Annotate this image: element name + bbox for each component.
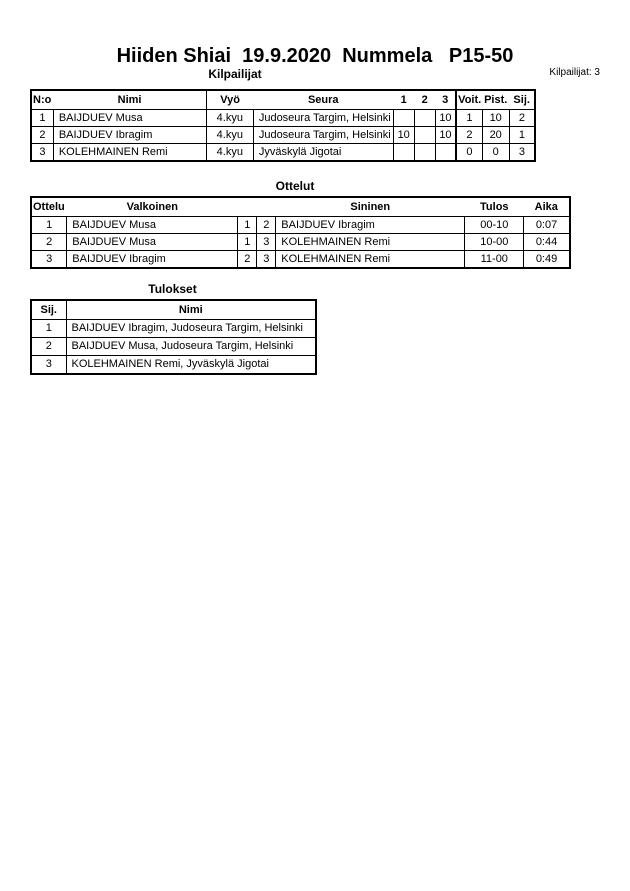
cell-pist: 20 [482, 127, 509, 144]
col-header-seura: Seura [253, 90, 393, 110]
col-header-aika: Aika [524, 197, 570, 217]
col-header-sij: Sij. [509, 90, 535, 110]
cell-sij: 1 [31, 320, 66, 338]
cell-tulos: 00-10 [465, 217, 524, 234]
competitor-count: Kilpailijat: 3 [549, 67, 600, 78]
table-row [31, 251, 570, 269]
cell-valkoinen: BAIJDUEV Musa [67, 217, 238, 234]
table-row [31, 217, 570, 234]
cell-aika: 0:07 [524, 217, 570, 234]
cell-vyo: 4.kyu [206, 127, 253, 144]
col-header-valkoinen: Valkoinen [67, 197, 238, 217]
cell-vyo: 4.kyu [206, 110, 253, 127]
cell-sij: 2 [31, 338, 66, 356]
col-header-1: 1 [393, 90, 414, 110]
col-header-2: 2 [414, 90, 435, 110]
col-header-tulos: Tulos [465, 197, 524, 217]
col-header-voit: Voit. [456, 90, 482, 110]
cell-score-1 [393, 110, 414, 127]
cell-tulos: 11-00 [465, 251, 524, 269]
cell-seura: Judoseura Targim, Helsinki [253, 127, 393, 144]
page-title: Hiiden Shiai 19.9.2020 Nummela P15-50 [116, 45, 514, 67]
cell-score-3: 10 [435, 127, 456, 144]
table-row [31, 320, 316, 338]
cell-ottelu: 2 [31, 234, 67, 251]
cell-score-3 [435, 144, 456, 162]
cell-nro: 3 [31, 144, 53, 162]
cell-white-no: 2 [238, 251, 257, 269]
col-header-nro: N:o [31, 90, 53, 110]
cell-blue-no: 3 [257, 234, 276, 251]
cell-pist: 10 [482, 110, 509, 127]
cell-blue-no: 2 [257, 217, 276, 234]
cell-score-2 [414, 144, 435, 162]
cell-sininen: KOLEHMAINEN Remi [276, 251, 465, 269]
col-header-nimi: Nimi [53, 90, 206, 110]
cell-ottelu: 3 [31, 251, 67, 269]
section-title-tulokset: Tulokset [148, 282, 197, 296]
section-title-ottelut: Ottelut [275, 179, 315, 193]
col-header-3: 3 [435, 90, 456, 110]
col-header-white-no [238, 197, 257, 217]
cell-nimi: BAIJDUEV Ibragim, Judoseura Targim, Helsinki [66, 320, 316, 338]
table-row [31, 110, 535, 127]
cell-white-no: 1 [238, 234, 257, 251]
cell-vyo: 4.kyu [206, 144, 253, 162]
section-title-kilpailijat: Kilpailijat [208, 67, 262, 81]
cell-nro: 1 [31, 110, 53, 127]
cell-sij: 3 [509, 144, 535, 162]
cell-white-no: 1 [238, 217, 257, 234]
col-header-ottelu: Ottelu [31, 197, 67, 217]
cell-nimi: BAIJDUEV Ibragim [53, 127, 206, 144]
table-row [31, 144, 535, 162]
cell-sij: 3 [31, 356, 66, 375]
cell-blue-no: 3 [257, 251, 276, 269]
cell-nimi: KOLEHMAINEN Remi [53, 144, 206, 162]
cell-valkoinen: BAIJDUEV Musa [67, 234, 238, 251]
cell-seura: Judoseura Targim, Helsinki [253, 110, 393, 127]
cell-sij: 1 [509, 127, 535, 144]
cell-score-1 [393, 144, 414, 162]
cell-score-2 [414, 127, 435, 144]
col-header-nimi: Nimi [66, 300, 316, 320]
kilpailijat-table [30, 89, 536, 162]
col-header-sij: Sij. [31, 300, 66, 320]
table-row [31, 356, 316, 375]
cell-voit: 2 [456, 127, 482, 144]
cell-sij: 2 [509, 110, 535, 127]
table-header-row [31, 197, 570, 217]
col-header-vyo: Vyö [206, 90, 253, 110]
cell-tulos: 10-00 [465, 234, 524, 251]
cell-voit: 1 [456, 110, 482, 127]
col-header-sininen: Sininen [276, 197, 465, 217]
ottelut-table [30, 196, 571, 269]
cell-score-3: 10 [435, 110, 456, 127]
cell-voit: 0 [456, 144, 482, 162]
cell-nimi: BAIJDUEV Musa, Judoseura Targim, Helsinki [66, 338, 316, 356]
cell-aika: 0:49 [524, 251, 570, 269]
cell-score-1: 10 [393, 127, 414, 144]
cell-score-2 [414, 110, 435, 127]
cell-sininen: BAIJDUEV Ibragim [276, 217, 465, 234]
col-header-pist: Pist. [482, 90, 509, 110]
table-row [31, 234, 570, 251]
table-header-row [31, 300, 316, 320]
cell-nro: 2 [31, 127, 53, 144]
cell-nimi: BAIJDUEV Musa [53, 110, 206, 127]
cell-sininen: KOLEHMAINEN Remi [276, 234, 465, 251]
table-row [31, 127, 535, 144]
cell-seura: Jyväskylä Jigotai [253, 144, 393, 162]
table-row [31, 338, 316, 356]
col-header-blue-no [257, 197, 276, 217]
cell-aika: 0:44 [524, 234, 570, 251]
cell-nimi: KOLEHMAINEN Remi, Jyväskylä Jigotai [66, 356, 316, 375]
tulokset-table [30, 299, 317, 375]
cell-ottelu: 1 [31, 217, 67, 234]
cell-valkoinen: BAIJDUEV Ibragim [67, 251, 238, 269]
cell-pist: 0 [482, 144, 509, 162]
table-header-row [31, 90, 535, 110]
